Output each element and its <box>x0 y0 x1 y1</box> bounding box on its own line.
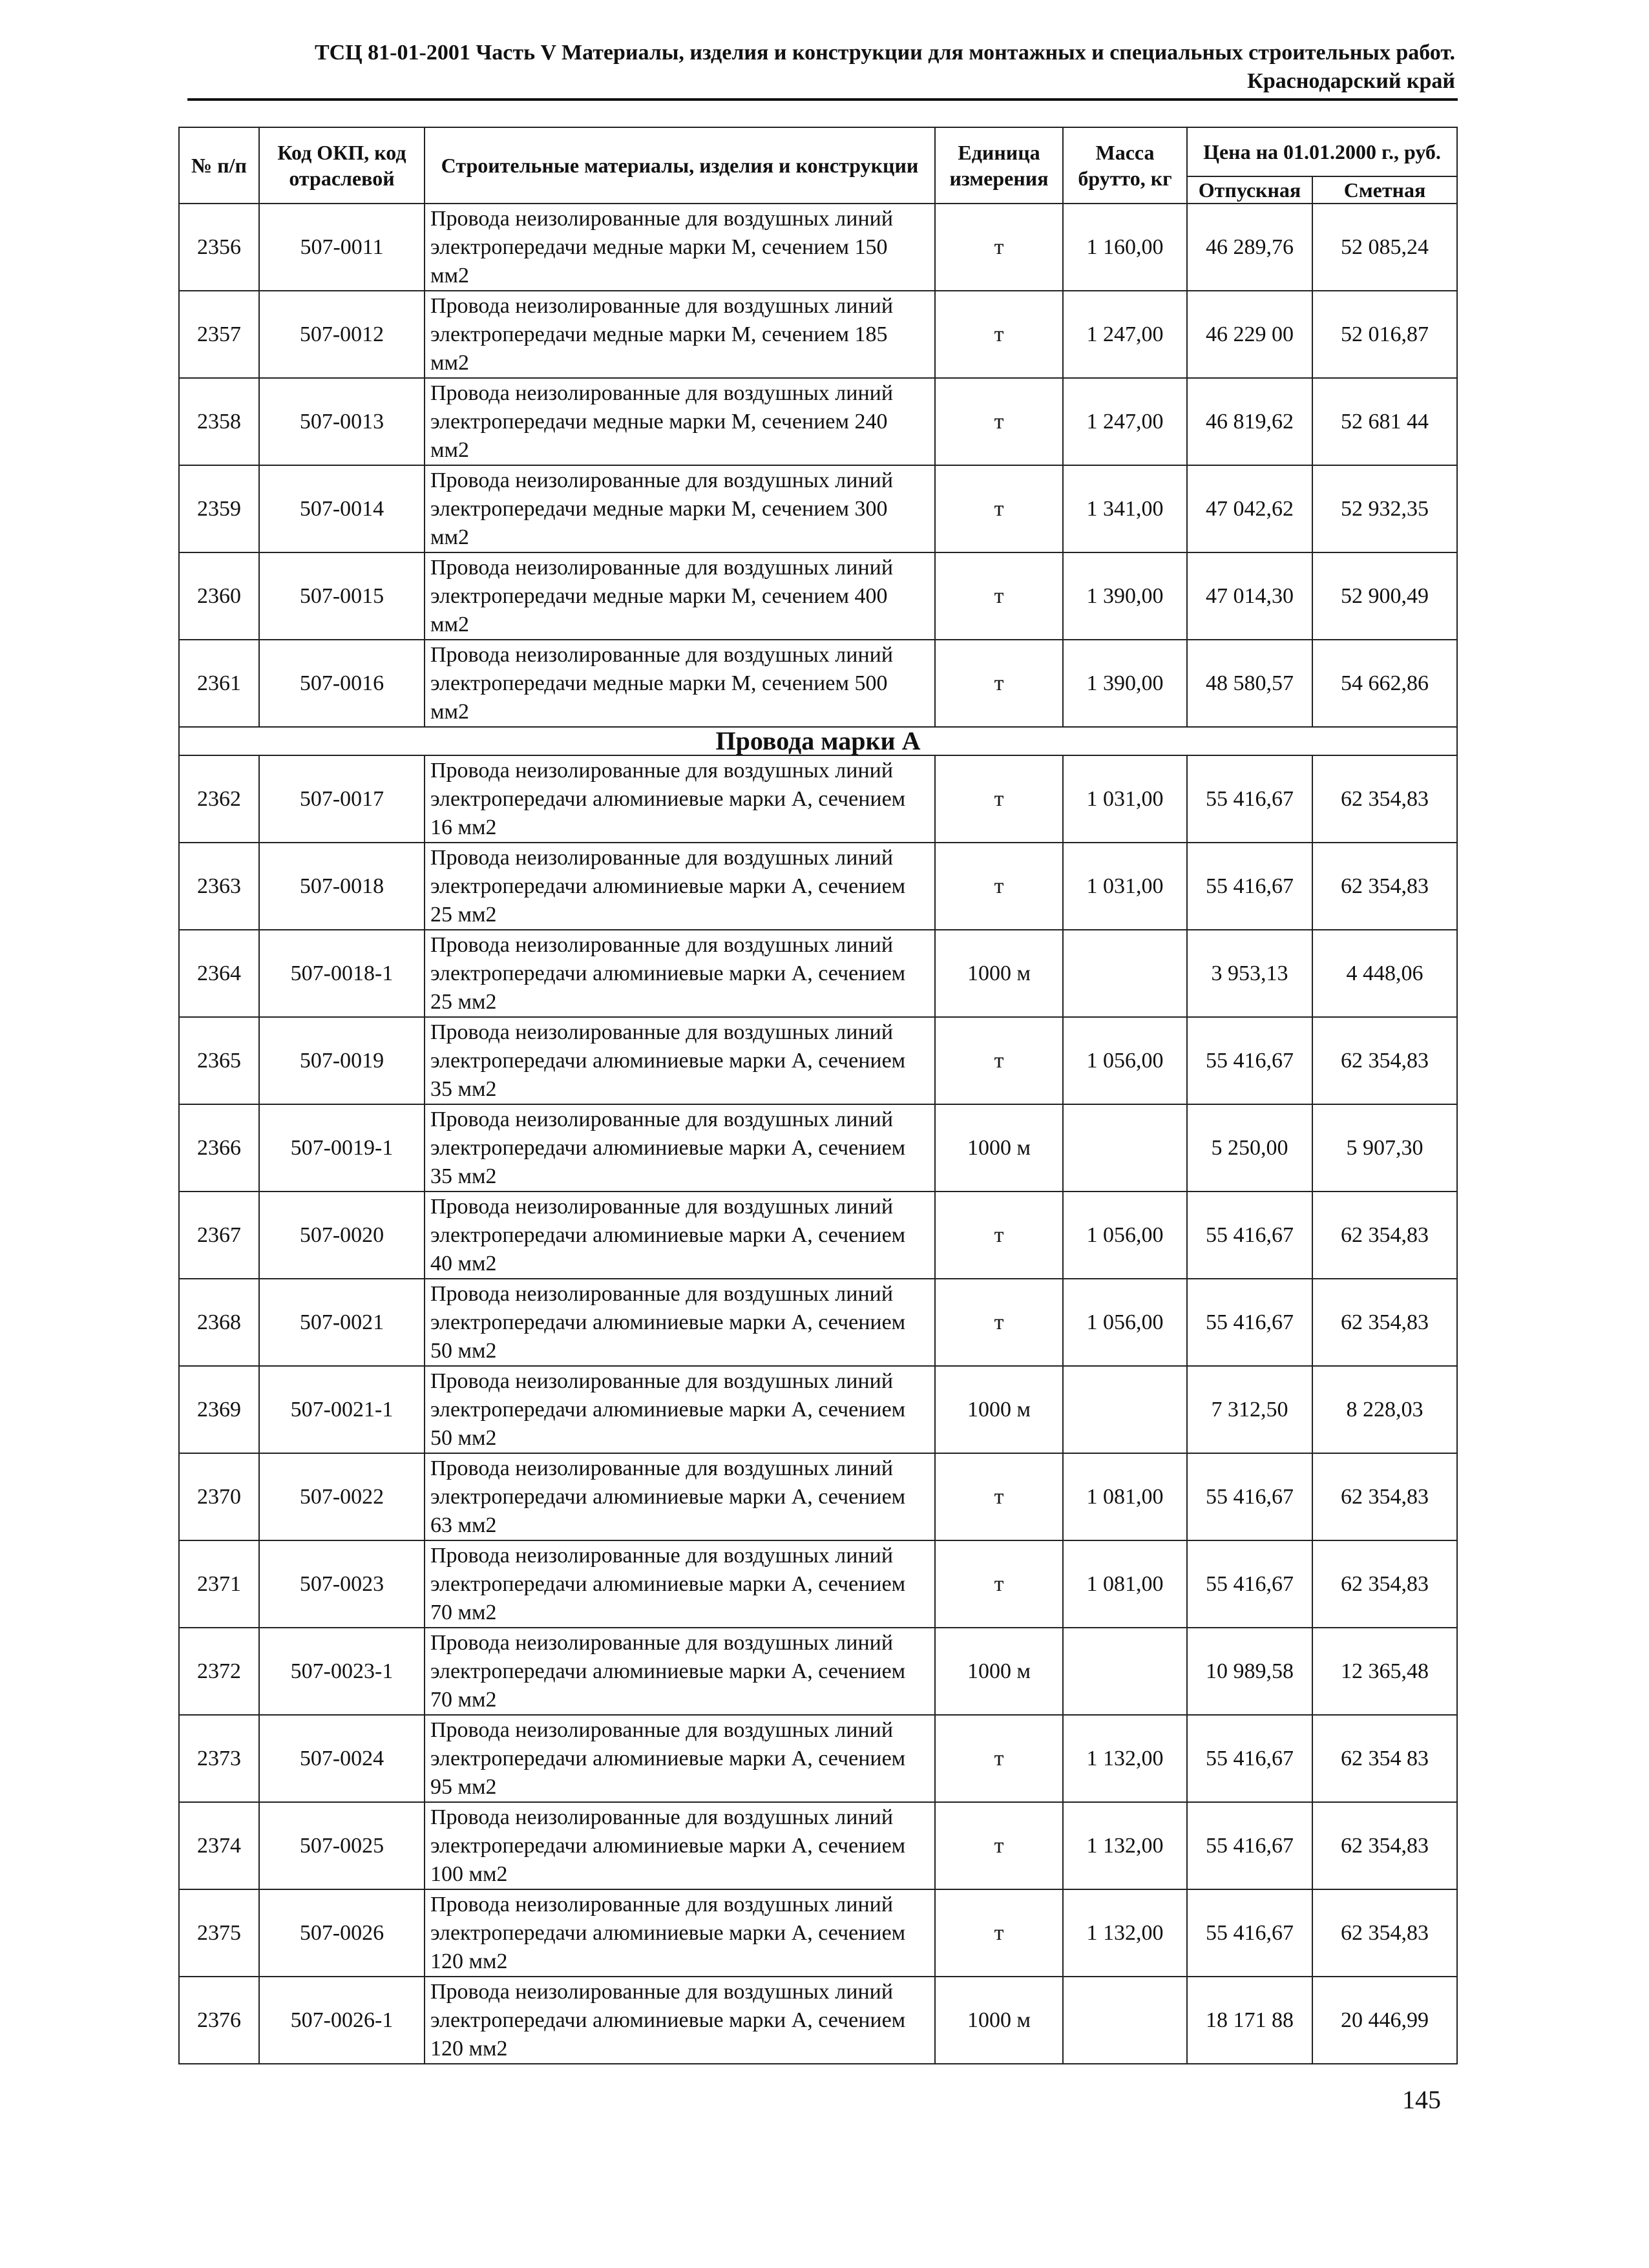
table-row <box>179 1453 1457 1540</box>
row-code: 507-0017 <box>259 755 425 843</box>
row-mass: 1 081,00 <box>1063 1540 1187 1628</box>
table-row <box>179 204 1457 291</box>
row-number: 2369 <box>179 1366 259 1453</box>
row-material-name: Провода неизолированные для воздушных линий электропередачи медные марки М, сечением 240 мм2 <box>425 378 935 465</box>
row-mass: 1 132,00 <box>1063 1889 1187 1977</box>
row-material-name: Провода неизолированные для воздушных линий электропередачи алюминиевые марки А, сечением 120 мм2 <box>425 1889 935 1977</box>
table-row <box>179 1540 1457 1628</box>
table-row <box>179 1889 1457 1977</box>
section-title: Провода марки А <box>179 727 1457 755</box>
row-unit: т <box>935 1802 1063 1889</box>
row-unit: т <box>935 1017 1063 1104</box>
table-row <box>179 1104 1457 1192</box>
row-unit: т <box>935 552 1063 640</box>
row-material-name: Провода неизолированные для воздушных линий электропередачи медные марки М, сечением 400 мм2 <box>425 552 935 640</box>
row-code: 507-0018 <box>259 843 425 930</box>
table-row <box>179 930 1457 1017</box>
row-code: 507-0020 <box>259 1192 425 1279</box>
row-price-release: 55 416,67 <box>1187 1715 1312 1802</box>
row-code: 507-0024 <box>259 1715 425 1802</box>
row-mass: 1 341,00 <box>1063 465 1187 552</box>
row-price-release: 46 289,76 <box>1187 204 1312 291</box>
row-price-release: 55 416,67 <box>1187 843 1312 930</box>
row-material-name: Провода неизолированные для воздушных линий электропередачи медные марки М, сечением 185 мм2 <box>425 291 935 378</box>
row-unit: т <box>935 1453 1063 1540</box>
row-unit: т <box>935 1715 1063 1802</box>
row-code: 507-0015 <box>259 552 425 640</box>
table-row <box>179 640 1457 727</box>
price-table <box>178 127 1458 2064</box>
row-code: 507-0025 <box>259 1802 425 1889</box>
row-mass: 1 031,00 <box>1063 843 1187 930</box>
table-row <box>179 1802 1457 1889</box>
header-title: ТСЦ 81-01-2001 Часть V Материалы, изделия и конструкции для монтажных и специальных строительных работ. <box>315 41 1455 65</box>
row-mass: 1 056,00 <box>1063 1192 1187 1279</box>
row-number: 2363 <box>179 843 259 930</box>
row-unit: 1000 м <box>935 1104 1063 1192</box>
row-number: 2359 <box>179 465 259 552</box>
row-code: 507-0019 <box>259 1017 425 1104</box>
row-price-estimate: 62 354,83 <box>1312 1802 1457 1889</box>
table-row <box>179 1279 1457 1366</box>
row-price-estimate: 62 354,83 <box>1312 1279 1457 1366</box>
row-material-name: Провода неизолированные для воздушных линий электропередачи алюминиевые марки А, сечением 35 мм2 <box>425 1104 935 1192</box>
row-price-release: 46 229 00 <box>1187 291 1312 378</box>
row-price-estimate: 62 354,83 <box>1312 1192 1457 1279</box>
row-material-name: Провода неизолированные для воздушных линий электропередачи алюминиевые марки А, сечением 25 мм2 <box>425 843 935 930</box>
row-mass: 1 056,00 <box>1063 1279 1187 1366</box>
row-mass: 1 132,00 <box>1063 1802 1187 1889</box>
row-material-name: Провода неизолированные для воздушных линий электропередачи медные марки М, сечением 500 мм2 <box>425 640 935 727</box>
row-price-release: 55 416,67 <box>1187 1192 1312 1279</box>
row-unit: 1000 м <box>935 1366 1063 1453</box>
header-rule <box>187 98 1458 101</box>
col-price-release-header: Отпускная <box>1187 176 1312 204</box>
row-code: 507-0023 <box>259 1540 425 1628</box>
table-body-copper <box>179 204 1457 727</box>
row-unit: т <box>935 640 1063 727</box>
col-unit-header: Единица измерения <box>935 127 1063 204</box>
row-mass: 1 390,00 <box>1063 552 1187 640</box>
row-material-name: Провода неизолированные для воздушных линий электропередачи алюминиевые марки А, сечением 50 мм2 <box>425 1366 935 1453</box>
row-mass <box>1063 1104 1187 1192</box>
row-price-release: 48 580,57 <box>1187 640 1312 727</box>
row-mass: 1 247,00 <box>1063 291 1187 378</box>
table-row <box>179 1192 1457 1279</box>
row-price-release: 55 416,67 <box>1187 1017 1312 1104</box>
row-number: 2366 <box>179 1104 259 1192</box>
row-price-release: 47 014,30 <box>1187 552 1312 640</box>
row-price-release: 47 042,62 <box>1187 465 1312 552</box>
row-material-name: Провода неизолированные для воздушных линий электропередачи алюминиевые марки А, сечением 70 мм2 <box>425 1540 935 1628</box>
table-row <box>179 1715 1457 1802</box>
row-mass: 1 132,00 <box>1063 1715 1187 1802</box>
row-price-estimate: 20 446,99 <box>1312 1977 1457 2064</box>
row-number: 2373 <box>179 1715 259 1802</box>
table-row <box>179 1628 1457 1715</box>
row-unit: 1000 м <box>935 1977 1063 2064</box>
row-price-estimate: 62 354,83 <box>1312 1889 1457 1977</box>
row-number: 2364 <box>179 930 259 1017</box>
row-price-estimate: 5 907,30 <box>1312 1104 1457 1192</box>
row-price-release: 46 819,62 <box>1187 378 1312 465</box>
row-unit: т <box>935 755 1063 843</box>
row-material-name: Провода неизолированные для воздушных линий электропередачи алюминиевые марки А, сечением 35 мм2 <box>425 1017 935 1104</box>
row-price-estimate: 62 354,83 <box>1312 1017 1457 1104</box>
col-mass-header: Масса брутто, кг <box>1063 127 1187 204</box>
row-price-release: 55 416,67 <box>1187 1279 1312 1366</box>
row-code: 507-0021-1 <box>259 1366 425 1453</box>
col-num-header: № п/п <box>179 127 259 204</box>
table-row <box>179 843 1457 930</box>
table-body-aluminium <box>179 755 1457 2064</box>
row-number: 2371 <box>179 1540 259 1628</box>
row-price-release: 55 416,67 <box>1187 1453 1312 1540</box>
table-header <box>179 127 1457 204</box>
row-material-name: Провода неизолированные для воздушных линий электропередачи алюминиевые марки А, сечением 95 мм2 <box>425 1715 935 1802</box>
row-material-name: Провода неизолированные для воздушных линий электропередачи алюминиевые марки А, сечением 70 мм2 <box>425 1628 935 1715</box>
row-number: 2361 <box>179 640 259 727</box>
col-code-header: Код ОКП, код отраслевой <box>259 127 425 204</box>
table-row <box>179 1017 1457 1104</box>
row-mass <box>1063 1628 1187 1715</box>
row-number: 2358 <box>179 378 259 465</box>
row-mass <box>1063 930 1187 1017</box>
row-code: 507-0014 <box>259 465 425 552</box>
row-number: 2370 <box>179 1453 259 1540</box>
row-mass <box>1063 1977 1187 2064</box>
row-material-name: Провода неизолированные для воздушных линий электропередачи медные марки М, сечением 150 мм2 <box>425 204 935 291</box>
row-code: 507-0022 <box>259 1453 425 1540</box>
row-material-name: Провода неизолированные для воздушных линий электропередачи алюминиевые марки А, сечением 120 мм2 <box>425 1977 935 2064</box>
row-code: 507-0012 <box>259 291 425 378</box>
row-unit: т <box>935 378 1063 465</box>
row-material-name: Провода неизолированные для воздушных линий электропередачи алюминиевые марки А, сечением 40 мм2 <box>425 1192 935 1279</box>
col-price-group-header: Цена на 01.01.2000 г., руб. <box>1187 127 1457 176</box>
row-price-release: 55 416,67 <box>1187 1802 1312 1889</box>
table-row <box>179 291 1457 378</box>
row-mass: 1 031,00 <box>1063 755 1187 843</box>
row-unit: т <box>935 1540 1063 1628</box>
row-price-estimate: 62 354,83 <box>1312 755 1457 843</box>
col-price-estimate-header: Сметная <box>1312 176 1457 204</box>
row-price-release: 10 989,58 <box>1187 1628 1312 1715</box>
row-number: 2368 <box>179 1279 259 1366</box>
row-price-estimate: 12 365,48 <box>1312 1628 1457 1715</box>
row-price-estimate: 52 932,35 <box>1312 465 1457 552</box>
row-unit: т <box>935 1279 1063 1366</box>
row-number: 2375 <box>179 1889 259 1977</box>
row-unit: т <box>935 843 1063 930</box>
row-number: 2365 <box>179 1017 259 1104</box>
row-price-estimate: 4 448,06 <box>1312 930 1457 1017</box>
table-row <box>179 552 1457 640</box>
row-price-release: 55 416,67 <box>1187 1540 1312 1628</box>
row-price-release: 55 416,67 <box>1187 1889 1312 1977</box>
page-number: 145 <box>1402 2085 1441 2114</box>
row-number: 2362 <box>179 755 259 843</box>
row-price-estimate: 62 354,83 <box>1312 843 1457 930</box>
row-code: 507-0018-1 <box>259 930 425 1017</box>
row-price-estimate: 52 085,24 <box>1312 204 1457 291</box>
row-mass <box>1063 1366 1187 1453</box>
row-code: 507-0016 <box>259 640 425 727</box>
row-code: 507-0026-1 <box>259 1977 425 2064</box>
col-name-header: Строительные материалы, изделия и конструкции <box>425 127 935 204</box>
row-material-name: Провода неизолированные для воздушных линий электропередачи алюминиевые марки А, сечением 50 мм2 <box>425 1279 935 1366</box>
row-unit: т <box>935 291 1063 378</box>
header-region: Краснодарский край <box>1247 69 1455 93</box>
row-number: 2374 <box>179 1802 259 1889</box>
row-unit: 1000 м <box>935 1628 1063 1715</box>
row-price-estimate: 52 900,49 <box>1312 552 1457 640</box>
row-mass: 1 390,00 <box>1063 640 1187 727</box>
row-number: 2357 <box>179 291 259 378</box>
row-price-estimate: 62 354 83 <box>1312 1715 1457 1802</box>
running-header <box>187 39 1455 96</box>
row-unit: т <box>935 1192 1063 1279</box>
row-unit: 1000 м <box>935 930 1063 1017</box>
row-price-estimate: 52 016,87 <box>1312 291 1457 378</box>
row-price-estimate: 62 354,83 <box>1312 1453 1457 1540</box>
row-unit: т <box>935 465 1063 552</box>
row-price-release: 18 171 88 <box>1187 1977 1312 2064</box>
row-price-estimate: 8 228,03 <box>1312 1366 1457 1453</box>
row-number: 2372 <box>179 1628 259 1715</box>
row-price-release: 55 416,67 <box>1187 755 1312 843</box>
row-price-estimate: 52 681 44 <box>1312 378 1457 465</box>
row-material-name: Провода неизолированные для воздушных линий электропередачи алюминиевые марки А, сечением 100 мм2 <box>425 1802 935 1889</box>
table-row <box>179 378 1457 465</box>
row-code: 507-0023-1 <box>259 1628 425 1715</box>
table-row <box>179 1977 1457 2064</box>
row-material-name: Провода неизолированные для воздушных линий электропередачи медные марки М, сечением 300 мм2 <box>425 465 935 552</box>
section-heading-group <box>179 727 1457 755</box>
row-unit: т <box>935 204 1063 291</box>
row-price-release: 3 953,13 <box>1187 930 1312 1017</box>
row-code: 507-0026 <box>259 1889 425 1977</box>
row-material-name: Провода неизолированные для воздушных линий электропередачи алюминиевые марки А, сечением 16 мм2 <box>425 755 935 843</box>
row-unit: т <box>935 1889 1063 1977</box>
row-number: 2356 <box>179 204 259 291</box>
row-mass: 1 056,00 <box>1063 1017 1187 1104</box>
table-row <box>179 1366 1457 1453</box>
row-number: 2367 <box>179 1192 259 1279</box>
row-price-release: 7 312,50 <box>1187 1366 1312 1453</box>
row-code: 507-0011 <box>259 204 425 291</box>
row-mass: 1 247,00 <box>1063 378 1187 465</box>
table-row <box>179 465 1457 552</box>
row-material-name: Провода неизолированные для воздушных линий электропередачи алюминиевые марки А, сечением 25 мм2 <box>425 930 935 1017</box>
row-code: 507-0021 <box>259 1279 425 1366</box>
row-price-release: 5 250,00 <box>1187 1104 1312 1192</box>
row-price-estimate: 54 662,86 <box>1312 640 1457 727</box>
row-code: 507-0019-1 <box>259 1104 425 1192</box>
row-code: 507-0013 <box>259 378 425 465</box>
row-mass: 1 160,00 <box>1063 204 1187 291</box>
row-number: 2360 <box>179 552 259 640</box>
row-number: 2376 <box>179 1977 259 2064</box>
table-row <box>179 755 1457 843</box>
row-mass: 1 081,00 <box>1063 1453 1187 1540</box>
row-price-estimate: 62 354,83 <box>1312 1540 1457 1628</box>
row-material-name: Провода неизолированные для воздушных линий электропередачи алюминиевые марки А, сечением 63 мм2 <box>425 1453 935 1540</box>
